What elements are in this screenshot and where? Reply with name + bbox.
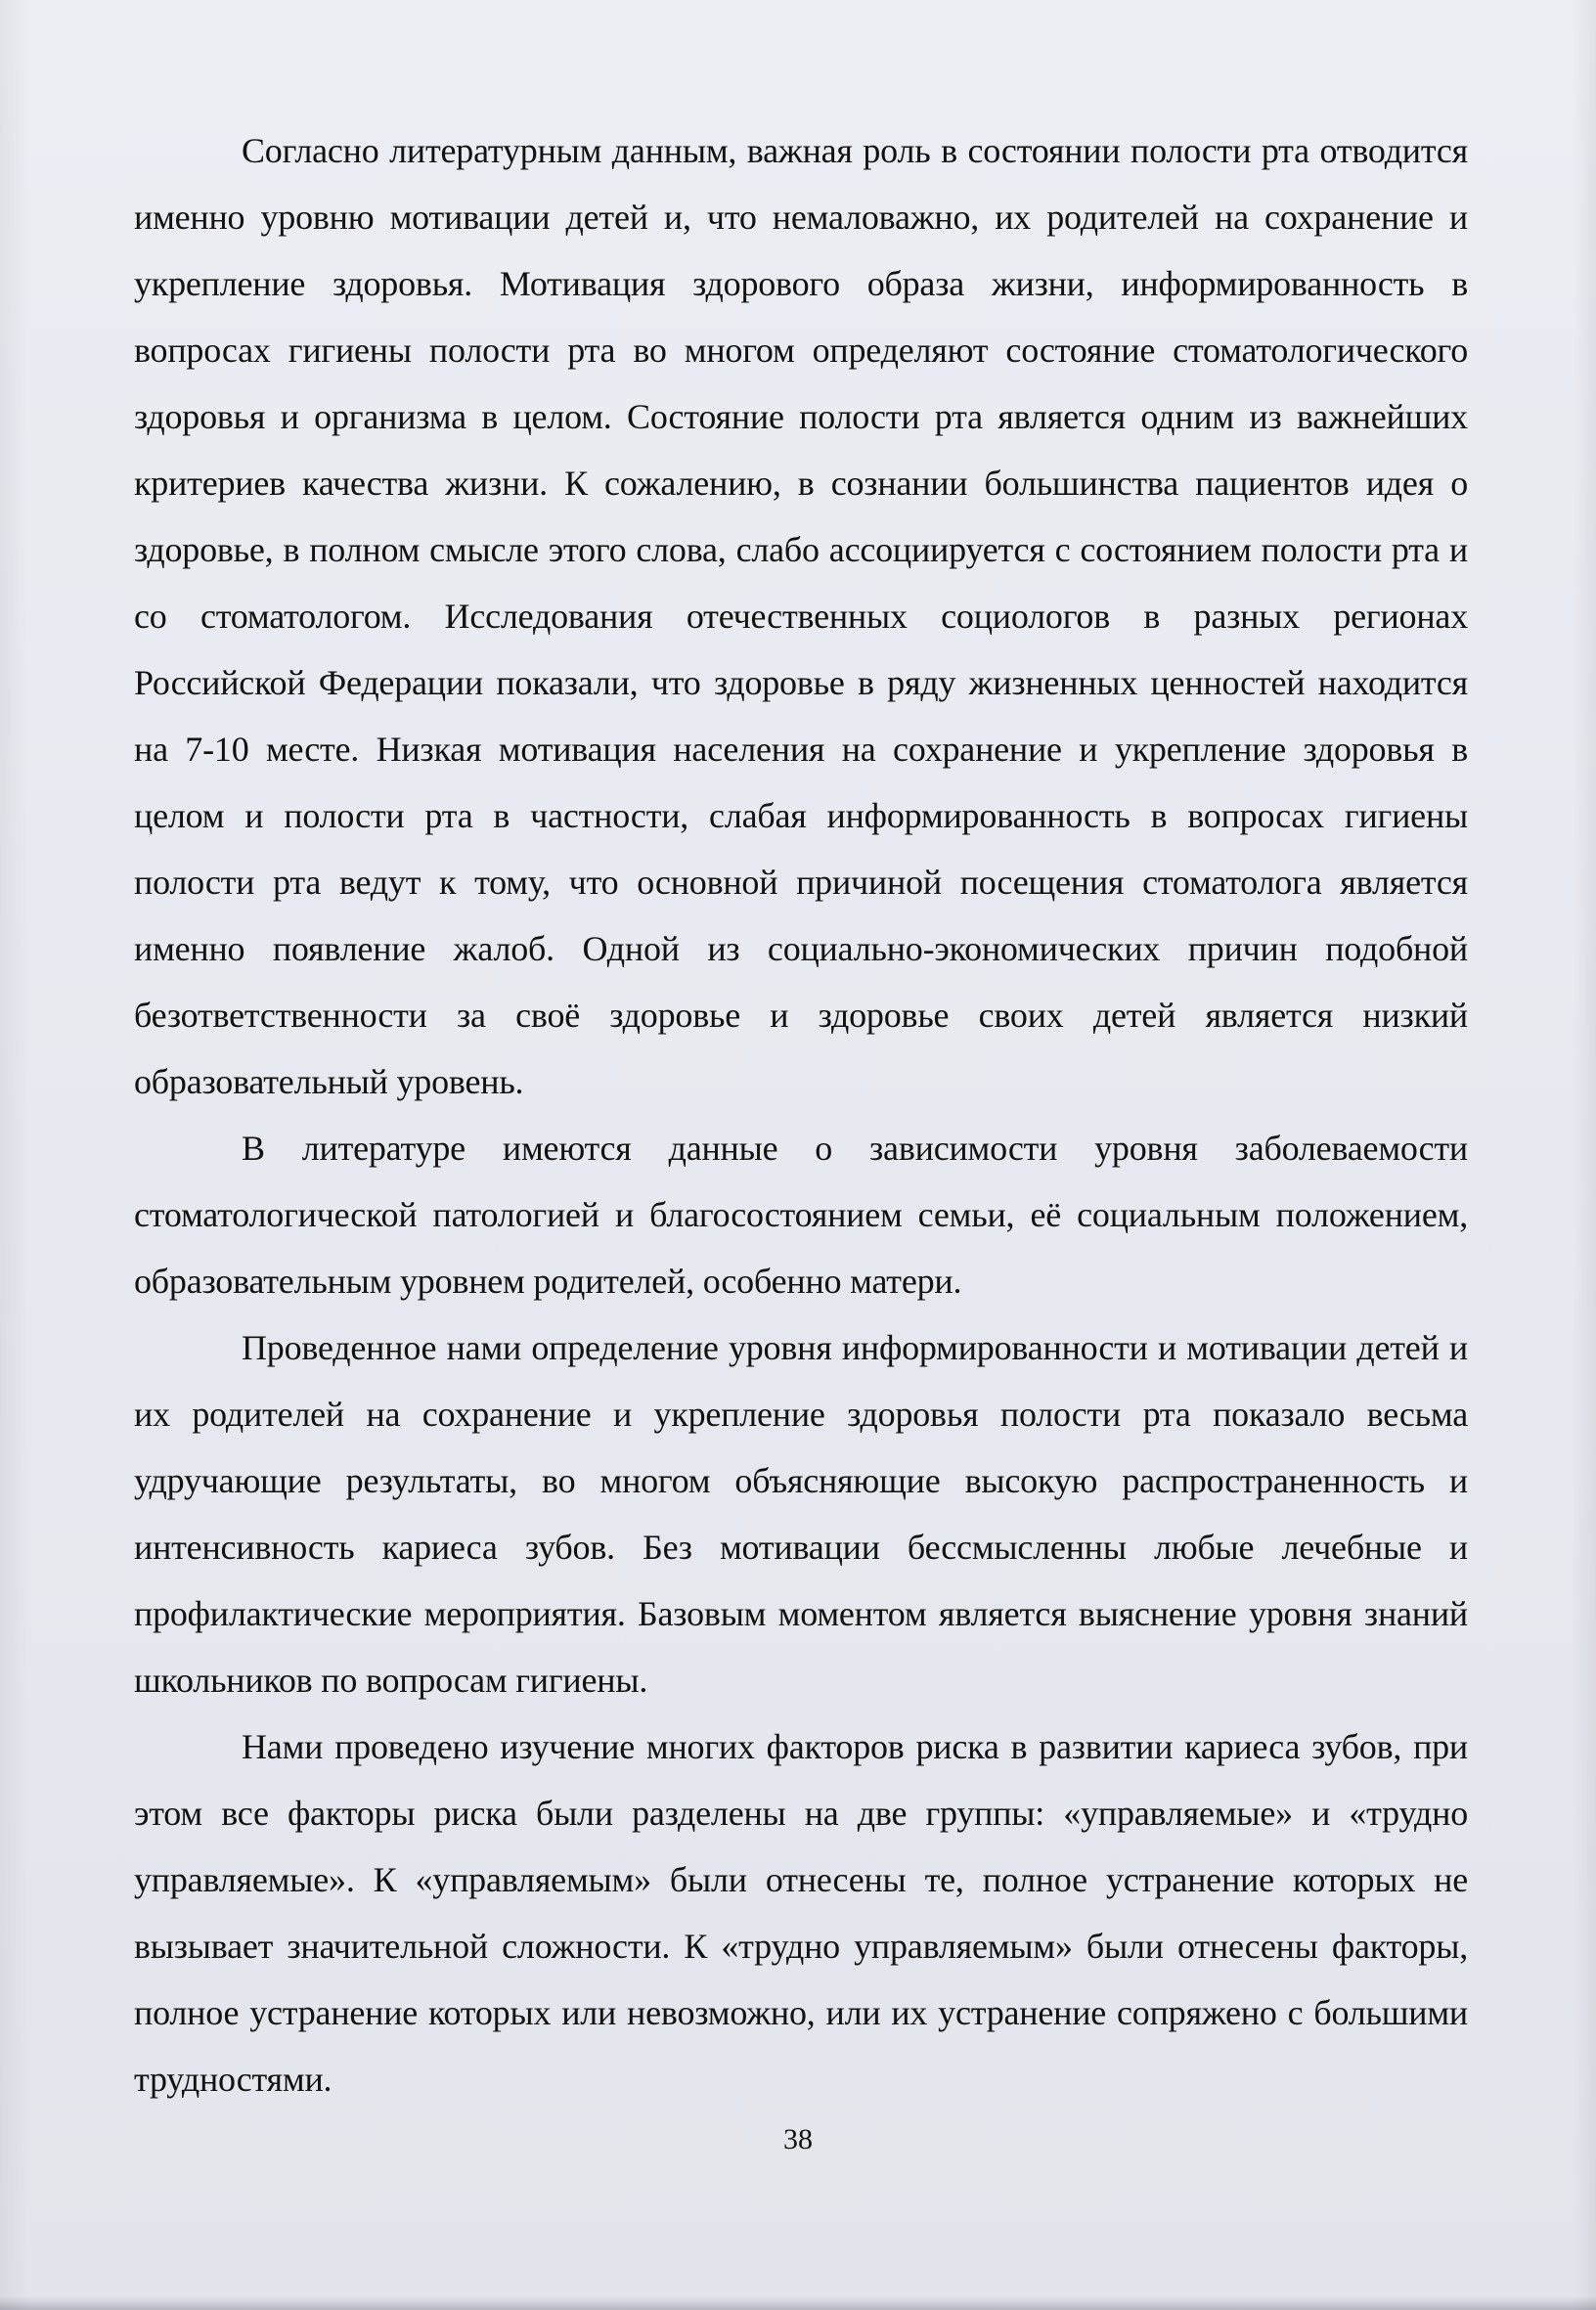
paragraph-literature: В литературе имеются данные о зависимости уровня заболеваемости стоматологической патологией и благосостоянием семьи, её социальным положением, образовательным уровнем родителей, особенно матери. xyxy=(134,1129,1468,1301)
paragraph-assessment: Проведенное нами определение уровня информированности и мотивации детей и их родителей на сохранение и укрепление здоровья полости рта показало весьма удручающие результаты, во многом объясняющие высокую распространенность и интенсивность кариеса зубов. Без мотивации бессмысленны любые лечебные и профилактические мероприятия. Базовым моментом является выяснение уровня знаний школьников по вопросам гигиены. xyxy=(134,1328,1468,1700)
body-text xyxy=(134,117,1468,2112)
scan-bottom-edge xyxy=(0,2296,1596,2310)
page-number: 38 xyxy=(783,2123,813,2155)
paragraph-motivation: Согласно литературным данным, важная роль в состоянии полости рта отводится именно уровню мотивации детей и, что немаловажно, их родителей на сохранение и укрепление здоровья. Мотивация здорового образа жизни, информированность в вопросах гигиены полости рта во многом определяют состояние стоматологического здоровья и организма в целом. Состояние полости рта является одним из важнейших критериев качества жизни. К сожалению, в сознании большинства пациентов идея о здоровье, в полном смысле этого слова, слабо ассоциируется с состоянием полости рта и со стоматологом. Исследования отечественных социологов в разных регионах Российской Федерации показали, что здоровье в ряду жизненных ценностей находится на 7-10 месте. Низкая мотивация населения на сохранение и укрепление здоровья в целом и полости рта в частности, слабая информированность в вопросах гигиены полости рта ведут к тому, что основной причиной посещения стоматолога является именно появление жалоб. Одной из социально-экономических причин подобной безответственности за своё здоровье и здоровье своих детей является низкий образовательный уровень. xyxy=(134,131,1468,1101)
paragraph-risk-factors: Нами проведено изучение многих факторов риска в развитии кариеса зубов, при этом все факторы риска были разделены на две группы: «управляемые» и «трудно управляемые». К «управляемым» были отнесены те, полное устранение которых не вызывает значительной сложности. К «трудно управляемым» были отнесены факторы, полное устранение которых или невозможно, или их устранение сопряжено с большими трудностями. xyxy=(134,1727,1468,2099)
